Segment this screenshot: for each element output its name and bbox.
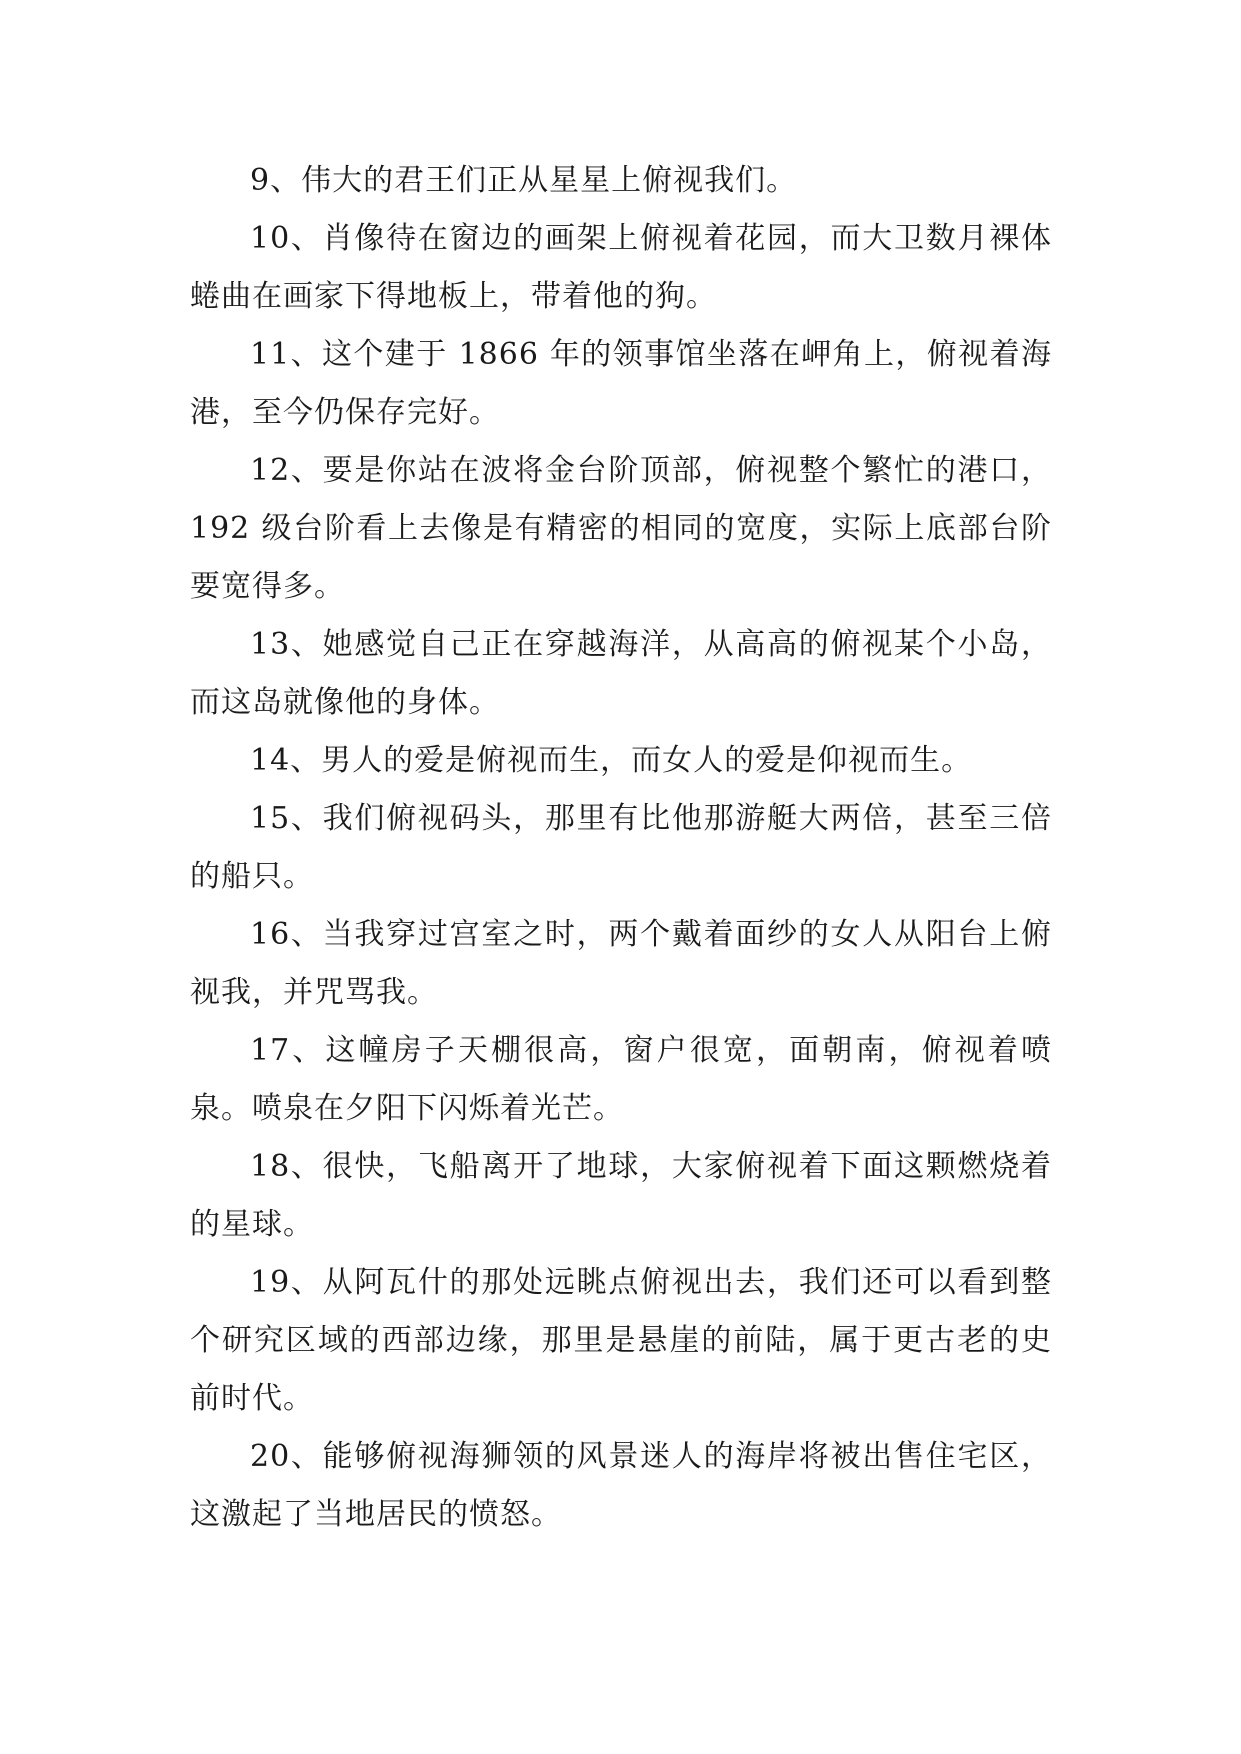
paragraph-19: 19、从阿瓦什的那处远眺点俯视出去，我们还可以看到整个研究区域的西部边缘，那里是悬崖的前陆，属于更古老的史前时代。 — [190, 1265, 1052, 1416]
paragraph-17: 17、这幢房子天棚很高，窗户很宽，面朝南，俯视着喷泉。喷泉在夕阳下闪烁着光芒。 — [190, 1033, 1052, 1126]
document-body — [190, 152, 1052, 1544]
paragraph-14: 14、男人的爱是俯视而生，而女人的爱是仰视而生。 — [250, 743, 973, 778]
paragraph-16: 16、当我穿过宫室之时，两个戴着面纱的女人从阳台上俯视我，并咒骂我。 — [190, 917, 1052, 1010]
paragraph-9: 9、伟大的君王们正从星星上俯视我们。 — [250, 163, 798, 198]
paragraph-12: 12、要是你站在波将金台阶顶部，俯视整个繁忙的港口，192 级台阶看上去像是有精密的相同的宽度，实际上底部台阶要宽得多。 — [190, 453, 1052, 604]
paragraph-15: 15、我们俯视码头，那里有比他那游艇大两倍，甚至三倍的船只。 — [190, 801, 1052, 894]
paragraph-20: 20、能够俯视海狮领的风景迷人的海岸将被出售住宅区，这激起了当地居民的愤怒。 — [190, 1439, 1052, 1532]
paragraph-13: 13、她感觉自己正在穿越海洋，从高高的俯视某个小岛，而这岛就像他的身体。 — [190, 627, 1052, 720]
paragraph-11: 11、这个建于 1866 年的领事馆坐落在岬角上，俯视着海港，至今仍保存完好。 — [190, 337, 1052, 430]
paragraph-18: 18、很快，飞船离开了地球，大家俯视着下面这颗燃烧着的星球。 — [190, 1149, 1052, 1242]
paragraph-10: 10、肖像待在窗边的画架上俯视着花园，而大卫数月裸体蜷曲在画家下得地板上，带着他的狗。 — [190, 221, 1052, 314]
